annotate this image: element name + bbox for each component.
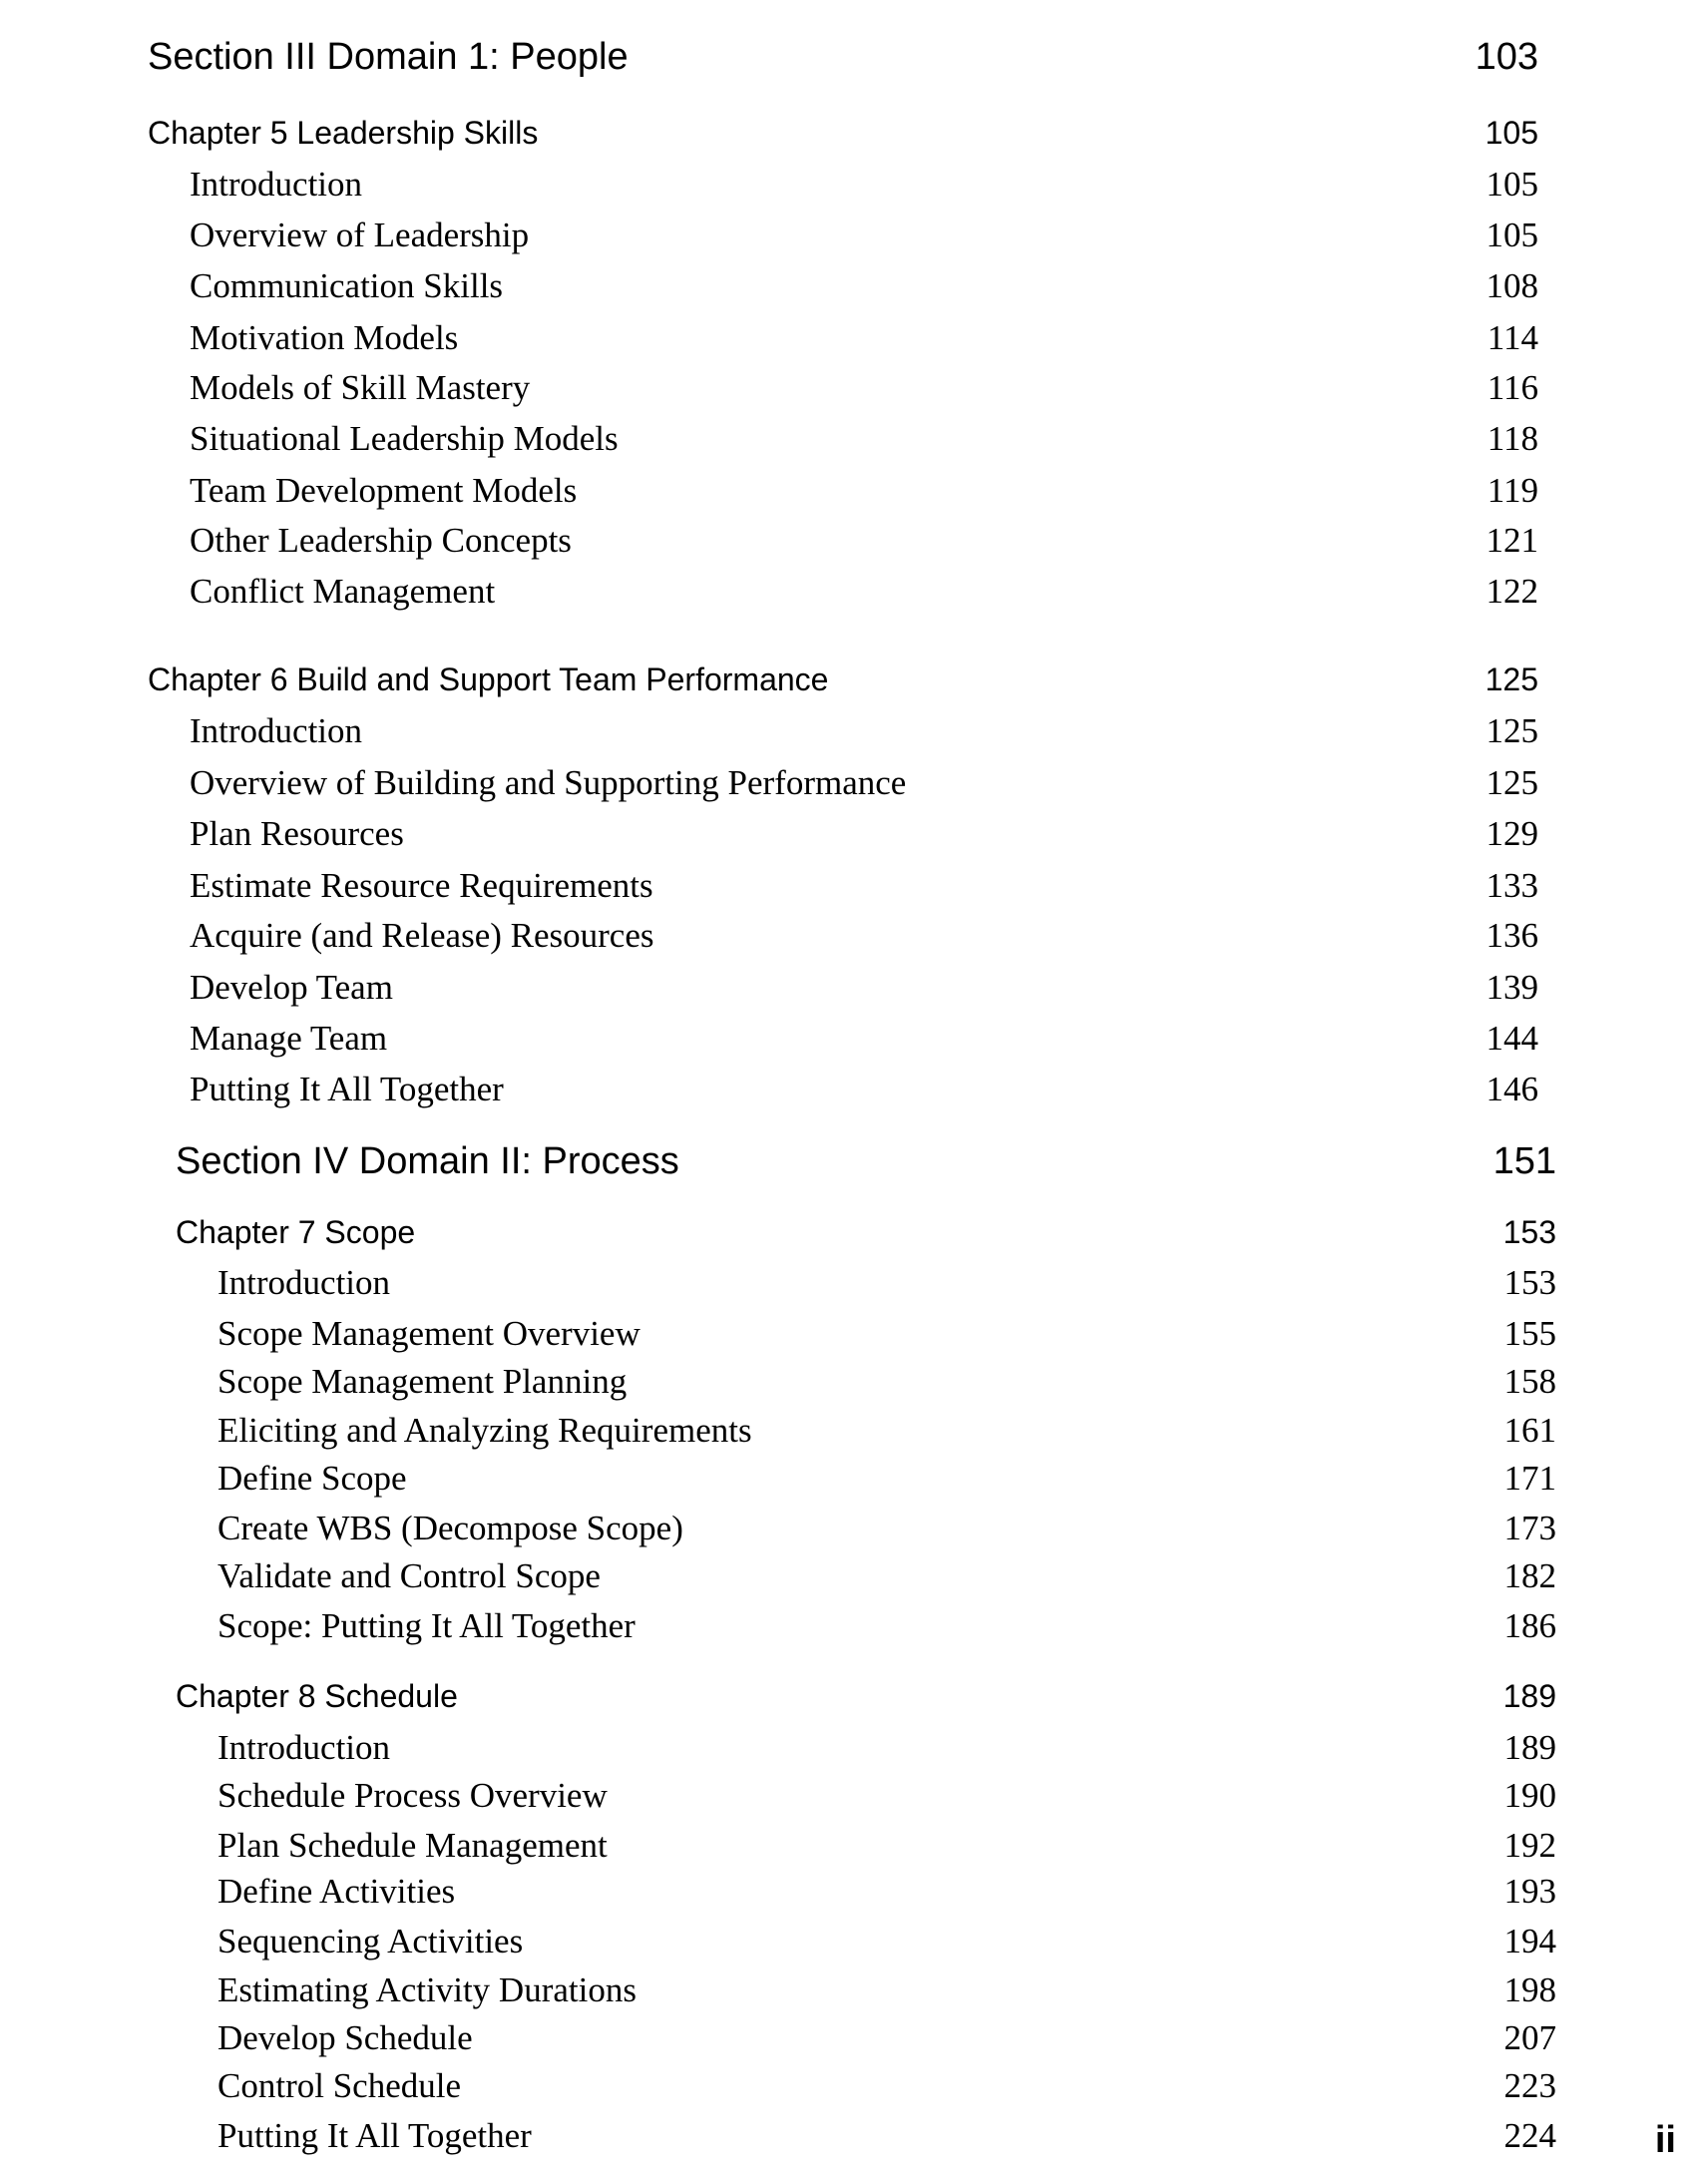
toc-entry-title: Estimating Activity Durations <box>217 1970 637 2009</box>
toc-entry-title: Control Schedule <box>217 2066 461 2105</box>
toc-chapter-title: Chapter 6 Build and Support Team Performance <box>148 661 829 697</box>
toc-page-number: 151 <box>1493 1140 1556 1182</box>
toc-entry-title: Introduction <box>190 711 363 750</box>
toc-page-number: 144 <box>1486 1019 1538 1058</box>
toc-page-number: 125 <box>1486 763 1538 802</box>
toc-page-number: 133 <box>1486 866 1538 905</box>
toc-entry-title: Models of Skill Mastery <box>190 368 531 407</box>
toc-entry-title: Introduction <box>217 1728 391 1767</box>
toc-section-title: Section III Domain 1: People <box>148 36 629 78</box>
toc-entry-title: Introduction <box>217 1263 391 1302</box>
toc-page-number: 193 <box>1503 1872 1556 1911</box>
toc-page-number: 155 <box>1503 1314 1556 1353</box>
toc-page-number: 108 <box>1486 266 1538 305</box>
toc-entry-title: Scope Management Planning <box>217 1362 628 1401</box>
toc-page-number: 105 <box>1486 216 1538 254</box>
toc-entry-title: Putting It All Together <box>217 2116 532 2155</box>
toc-page-number: 189 <box>1503 1728 1556 1767</box>
toc-page-number: 139 <box>1486 968 1538 1007</box>
toc-entry-title: Create WBS (Decompose Scope) <box>217 1509 683 1547</box>
toc-entry-title: Schedule Process Overview <box>217 1776 608 1815</box>
toc-page-number: 146 <box>1486 1070 1538 1108</box>
toc-entry-title: Situational Leadership Models <box>190 419 619 458</box>
toc-page-number: 118 <box>1487 419 1538 458</box>
toc-page-number: 158 <box>1503 1362 1556 1401</box>
toc-chapter-title: Chapter 5 Leadership Skills <box>148 115 539 151</box>
toc-entry-title: Plan Schedule Management <box>217 1826 608 1865</box>
toc-entry-title: Conflict Management <box>190 572 496 611</box>
toc-entry-title: Eliciting and Analyzing Requirements <box>217 1411 752 1450</box>
toc-entry-title: Validate and Control Scope <box>217 1556 601 1595</box>
toc-page-number: 161 <box>1503 1411 1556 1450</box>
toc-page-number: 121 <box>1486 521 1538 560</box>
toc-entry-title: Plan Resources <box>190 814 404 853</box>
toc-entry-title: Scope: Putting It All Together <box>217 1606 636 1645</box>
toc-page-number: 122 <box>1486 572 1538 611</box>
toc-entry-title: Overview of Building and Supporting Performance <box>190 763 907 802</box>
toc-page-number: 173 <box>1503 1509 1556 1547</box>
toc-page-number: 186 <box>1503 1606 1556 1645</box>
toc-entry-title: Acquire (and Release) Resources <box>190 916 654 955</box>
toc-page-number: 198 <box>1503 1970 1556 2009</box>
toc-entry-title: Overview of Leadership <box>190 216 530 254</box>
toc-page-number: 153 <box>1503 1263 1556 1302</box>
toc-page-number: 171 <box>1503 1459 1556 1498</box>
toc-page-number: 194 <box>1503 1922 1556 1961</box>
toc-entry-title: Other Leadership Concepts <box>190 521 572 560</box>
toc-page-number: 223 <box>1503 2066 1556 2105</box>
toc-page-number: 116 <box>1487 368 1538 407</box>
toc-chapter-title: Chapter 8 Schedule <box>176 1678 458 1714</box>
toc-entry-title: Define Activities <box>217 1872 456 1911</box>
toc-entry-title: Develop Schedule <box>217 2018 473 2057</box>
toc-page-number: 136 <box>1486 916 1538 955</box>
toc-chapter-title: Chapter 7 Scope <box>176 1214 416 1250</box>
toc-page-number: 125 <box>1486 711 1538 750</box>
toc-page-number: 103 <box>1475 36 1538 78</box>
toc-entry-title: Sequencing Activities <box>217 1922 524 1961</box>
toc-entry-title: Team Development Models <box>190 471 578 510</box>
toc-entry-title: Communication Skills <box>190 266 504 305</box>
toc-page-number: 129 <box>1486 814 1538 853</box>
toc-entry-title: Scope Management Overview <box>217 1314 640 1353</box>
toc-page-number: 224 <box>1503 2116 1556 2155</box>
toc-page-number: 105 <box>1485 115 1538 151</box>
toc-page-number: 114 <box>1487 318 1538 357</box>
toc-page-number: 153 <box>1502 1214 1556 1250</box>
toc-entry-title: Introduction <box>190 165 363 204</box>
page-number: ii <box>1654 2119 1676 2161</box>
toc-page-number: 189 <box>1502 1678 1556 1714</box>
toc-section-title: Section IV Domain II: Process <box>176 1140 679 1182</box>
toc-entry-title: Putting It All Together <box>190 1070 504 1108</box>
toc-page-number: 182 <box>1503 1556 1556 1595</box>
toc-page-number: 105 <box>1486 165 1538 204</box>
toc-entry-title: Develop Team <box>190 968 393 1007</box>
toc-entry-title: Motivation Models <box>190 318 459 357</box>
toc-entry-title: Estimate Resource Requirements <box>190 866 653 905</box>
toc-page-number: 192 <box>1503 1826 1556 1865</box>
toc-page-number: 119 <box>1487 471 1538 510</box>
toc-page-number: 125 <box>1485 661 1538 697</box>
toc-entry-title: Define Scope <box>217 1459 407 1498</box>
toc-page-number: 207 <box>1503 2018 1556 2057</box>
toc-entry-title: Manage Team <box>190 1019 388 1058</box>
toc-page-number: 190 <box>1503 1776 1556 1815</box>
